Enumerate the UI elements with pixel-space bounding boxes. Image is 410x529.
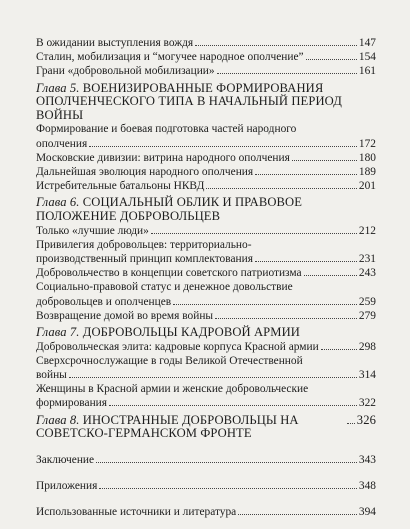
toc-entry-page: 259 xyxy=(358,295,376,308)
toc-entry-page: 322 xyxy=(358,397,376,410)
toc-entry-conclusion[interactable] xyxy=(36,453,376,467)
toc-entry-page: 154 xyxy=(358,51,376,64)
toc-entry-page: 348 xyxy=(358,480,376,493)
leader-dots xyxy=(255,174,357,175)
table-of-contents xyxy=(36,36,376,519)
toc-entry-title: Истребительные батальоны НКВД xyxy=(36,180,205,193)
toc-entry[interactable] xyxy=(36,122,376,150)
toc-entry-title-line2: добровольцев и ополченцев xyxy=(36,295,172,308)
toc-entry-title: Грани «добровольной мобилизации» xyxy=(36,65,215,78)
toc-entry-page: 298 xyxy=(358,340,376,353)
toc-entry-title: Заключение xyxy=(36,453,95,466)
toc-entry-title-line2: ополчения xyxy=(36,137,88,150)
chapter-label: Глава 5. xyxy=(36,80,80,95)
toc-entry-title-line1: Привилегия добровольцев: территориально- xyxy=(36,238,252,251)
toc-entry-title-line2: войны xyxy=(36,369,67,382)
toc-entry[interactable] xyxy=(36,354,376,382)
leader-dots xyxy=(306,59,357,60)
leader-dots xyxy=(89,146,357,147)
toc-entry[interactable] xyxy=(36,179,376,193)
toc-entry[interactable] xyxy=(36,238,376,266)
toc-entry-sources[interactable] xyxy=(36,505,376,519)
toc-entry[interactable] xyxy=(36,280,376,308)
chapter-title: ИНОСТРАННЫЕ ДОБРОВОЛЬЦЫ НА СОВЕТСКО-ГЕРМАНСКОМ ФРОНТЕ xyxy=(36,412,299,441)
leader-dots xyxy=(151,233,357,234)
toc-entry-title: Добровольческая элита: кадровые корпуса Красной армии xyxy=(36,340,319,353)
leader-dots xyxy=(206,188,357,189)
leader-dots xyxy=(347,423,355,424)
toc-entry-page: 279 xyxy=(358,309,376,322)
leader-dots xyxy=(215,318,357,319)
toc-entry-title-line1: Формирование и боевая подготовка частей народного xyxy=(36,123,297,136)
toc-entry[interactable] xyxy=(36,64,376,78)
leader-dots xyxy=(96,462,357,463)
leader-dots xyxy=(321,349,357,350)
toc-entry-title-line2: производственный принцип комплектования xyxy=(36,253,253,265)
chapter-heading-5[interactable] xyxy=(36,82,376,123)
leader-dots xyxy=(195,45,357,46)
toc-entry-appendices[interactable] xyxy=(36,479,376,493)
toc-entry[interactable] xyxy=(36,340,376,354)
chapter-heading-8[interactable] xyxy=(36,414,376,441)
leader-dots xyxy=(238,514,357,515)
toc-entry-title: Только «лучшие люди» xyxy=(36,224,149,237)
toc-entry-page: 212 xyxy=(358,224,376,237)
leader-dots xyxy=(109,405,357,406)
leader-dots xyxy=(255,261,357,262)
toc-entry[interactable] xyxy=(36,224,376,238)
leader-dots xyxy=(69,377,357,378)
toc-entry-title-line1: Женщины в Красной армии и женские добровольческие xyxy=(36,383,309,396)
toc-entry-title-line2: формирования xyxy=(36,397,108,410)
chapter-title: ВОЕНИЗИРОВАННЫЕ ФОРМИРОВАНИЯ ОПОЛЧЕНЧЕСКОГО ТИПА В НАЧАЛЬНЫЙ ПЕРИОД ВОЙНЫ xyxy=(36,80,342,122)
toc-entry-page: 326 xyxy=(356,412,376,427)
toc-entry-page: 147 xyxy=(358,37,376,49)
toc-entry-title-line1: Сверхсрочнослужащие в годы Великой Отечественной xyxy=(36,354,303,367)
toc-entry[interactable] xyxy=(36,382,376,410)
toc-entry-title: Добровольчество в концепции советского патриотизма xyxy=(36,267,302,280)
chapter-label: Глава 7. xyxy=(36,325,80,340)
toc-entry-page: 201 xyxy=(358,180,376,193)
toc-entry-title: Московские дивизии: витрина народного ополчения xyxy=(36,151,290,164)
toc-entry[interactable] xyxy=(36,309,376,323)
toc-entry-page: 161 xyxy=(358,65,376,78)
toc-entry-title: Дальнейшая эволюция народного ополчения xyxy=(36,166,254,178)
toc-entry[interactable] xyxy=(36,266,376,280)
toc-entry-page: 394 xyxy=(358,506,376,519)
chapter-title: ДОБРОВОЛЬЦЫ КАДРОВОЙ АРМИИ xyxy=(82,325,300,340)
leader-dots xyxy=(99,488,357,489)
toc-entry[interactable] xyxy=(36,50,376,64)
toc-entry-page: 314 xyxy=(358,369,376,382)
chapter-title: СОЦИАЛЬНЫЙ ОБЛИК И ПРАВОВОЕ ПОЛОЖЕНИЕ ДОБРОВОЛЬЦЕВ xyxy=(36,195,303,223)
toc-entry-page: 231 xyxy=(358,253,376,265)
toc-entry-page: 189 xyxy=(358,166,376,178)
leader-dots xyxy=(173,304,357,305)
toc-entry[interactable] xyxy=(36,165,376,179)
toc-entry-title: Возвращение домой во время войны xyxy=(36,309,214,322)
leader-dots xyxy=(217,73,357,74)
toc-entry[interactable] xyxy=(36,151,376,165)
chapter-heading-7[interactable] xyxy=(36,326,376,340)
leader-dots xyxy=(292,160,357,161)
toc-entry-page: 343 xyxy=(358,453,376,466)
toc-entry-page: 243 xyxy=(358,267,376,280)
toc-entry-title: В ожидании выступления вождя xyxy=(36,37,194,49)
toc-entry-title-line1: Социально-правовой статус и денежное довольствие xyxy=(36,281,293,294)
chapter-label: Глава 6. xyxy=(36,195,80,210)
toc-entry-title: Приложения xyxy=(36,480,98,493)
toc-entry-page: 172 xyxy=(358,137,376,150)
toc-entry[interactable] xyxy=(36,36,376,50)
toc-entry-title: Сталин, мобилизация и “могучее народное ополчение” xyxy=(36,51,304,64)
chapter-heading-6[interactable] xyxy=(36,196,376,223)
chapter-label: Глава 8. xyxy=(36,412,80,427)
toc-entry-title: Использованные источники и литература xyxy=(36,506,237,519)
leader-dots xyxy=(304,275,357,276)
toc-entry-page: 180 xyxy=(358,151,376,164)
